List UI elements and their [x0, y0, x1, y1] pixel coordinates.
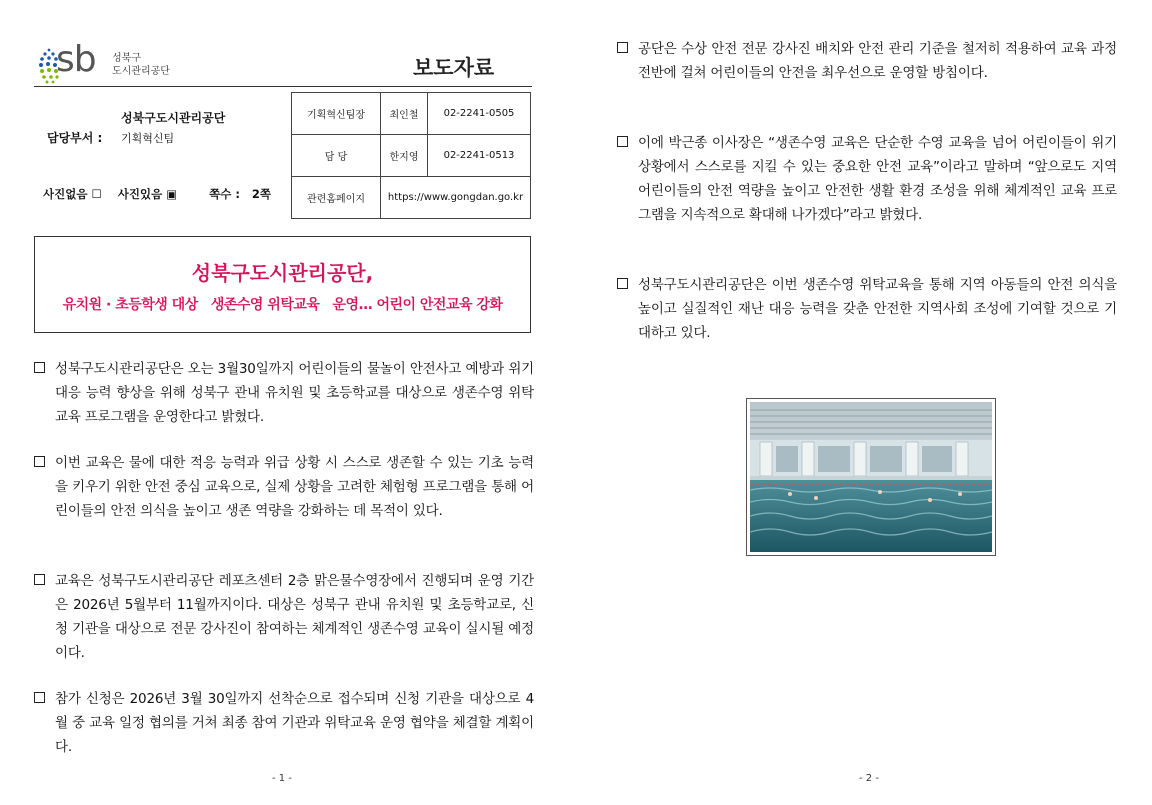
contact-row — [292, 135, 531, 177]
logo-mark: sb — [56, 39, 96, 80]
contact-name: 한지영 — [381, 135, 428, 177]
headline-box — [34, 236, 531, 333]
contact-role: 기획혁신팀장 — [292, 93, 381, 135]
logo-org-line1: 성북구 — [112, 53, 141, 64]
headline-subtitle: 유치원 · 초등학생 대상 생존수영 위탁교육 운영… 어린이 안전교육 강화 — [62, 297, 503, 313]
checkbox-bullet-icon — [617, 136, 628, 147]
checkbox-bullet-icon — [34, 692, 45, 703]
paragraph-text: 성북구도시관리공단은 오는 3월30일까지 어린이들의 물놀이 안전사고 예방과 위기 대응 능력 향상을 위해 성북구 관내 유치원 및 초등학교를 대상으로 생존수영 위탁교육 프로그램을 운영한다고 밝혔다. — [55, 361, 534, 425]
paragraph-text: 이에 박근종 이사장은 “생존수영 교육은 단순한 수영 교육을 넘어 어린이들이 위기 상황에서 스스로를 지킬 수 있는 중요한 안전 교육”이라고 말하며 “앞으로도 지역 어린이들의 안전 역량을 높이고 안전한 생활 환경 조성을 위해 체계적인 교육 프로그램을 지속적으로 확대해 나가겠다”라고 밝혔다. — [638, 135, 1117, 223]
department-team: 기획혁신팀 — [121, 132, 175, 145]
body-paragraph — [617, 37, 1117, 85]
body-paragraph — [34, 357, 534, 429]
body-paragraph — [34, 687, 534, 759]
department-org: 성북구도시관리공단 — [121, 111, 226, 125]
paragraph-text: 공단은 수상 안전 전문 강사진 배치와 안전 관리 기준을 철저히 적용하여 교육 과정 전반에 걸쳐 어린이들의 안전을 최우선으로 운영할 방침이다. — [638, 41, 1117, 81]
checkbox-bullet-icon — [34, 456, 45, 467]
website-label: 관련홈페이지 — [292, 177, 381, 219]
contact-role: 담 당 — [292, 135, 381, 177]
body-paragraph — [34, 451, 534, 523]
website-url[interactable]: https://www.gongdan.go.kr — [381, 177, 531, 219]
body-paragraph — [34, 569, 534, 665]
indoor-swimming-pool-photo-icon — [750, 402, 992, 552]
contact-phone: 02-2241-0513 — [428, 135, 531, 177]
logo-org-line2: 도시관리공단 — [112, 66, 170, 77]
checkbox-bullet-icon — [617, 278, 628, 289]
photo-and-page-count: 사진없음 ☐ 사진있음 ▣ 쪽수 : 2쪽 — [43, 187, 272, 201]
paragraph-text: 참가 신청은 2026년 3월 30일까지 선착순으로 접수되며 신청 기관을 대상으로 4월 중 교육 일정 협의를 거쳐 최종 참여 기관과 위탁교육 운영 협약을 체결할 계획이다. — [55, 691, 534, 755]
header-divider — [34, 86, 532, 87]
checkbox-bullet-icon — [34, 574, 45, 585]
body-paragraph — [617, 131, 1117, 227]
page-number: - 2 - — [859, 773, 879, 784]
contact-name: 최인철 — [381, 93, 428, 135]
page-number: - 1 - — [272, 773, 292, 784]
body-paragraph — [617, 273, 1117, 345]
website-row — [292, 177, 531, 219]
department-label: 담당부서 : — [47, 131, 103, 145]
document-type-heading: 보도자료 — [413, 56, 495, 80]
headline-title: 성북구도시관리공단, — [191, 261, 374, 285]
page-2 — [576, 0, 1152, 805]
paragraph-text: 교육은 성북구도시관리공단 레포츠센터 2층 맑은물수영장에서 진행되며 운영 기간은 2026년 5월부터 11월까지이다. 대상은 성북구 관내 유치원 및 초등학교로, 신청 기관을 대상으로 전문 강사진이 참여하는 체계적인 생존수영 교육이 실시될 예정이다. — [55, 573, 534, 661]
contact-phone: 02-2241-0505 — [428, 93, 531, 135]
swimming-pool-photo — [746, 398, 996, 556]
contact-table — [291, 92, 531, 219]
paragraph-text: 이번 교육은 물에 대한 적응 능력과 위급 상황 시 스스로 생존할 수 있는 기초 능력을 키우기 위한 안전 중심 교육으로, 실제 상황을 고려한 체험형 프로그램을 통해 어린이들의 안전 의식을 높이고 생존 역량을 강화하는 데 목적이 있다. — [55, 455, 534, 519]
paragraph-text: 성북구도시관리공단은 이번 생존수영 위탁교육을 통해 지역 아동들의 안전 의식을 높이고 실질적인 재난 대응 능력을 갖춘 안전한 지역사회 조성에 기여할 것으로 기대하고 있다. — [638, 277, 1117, 341]
logo-org-name — [112, 52, 170, 78]
sb-logo — [38, 39, 178, 87]
checkbox-bullet-icon — [34, 362, 45, 373]
checkbox-bullet-icon — [617, 42, 628, 53]
contact-row — [292, 93, 531, 135]
